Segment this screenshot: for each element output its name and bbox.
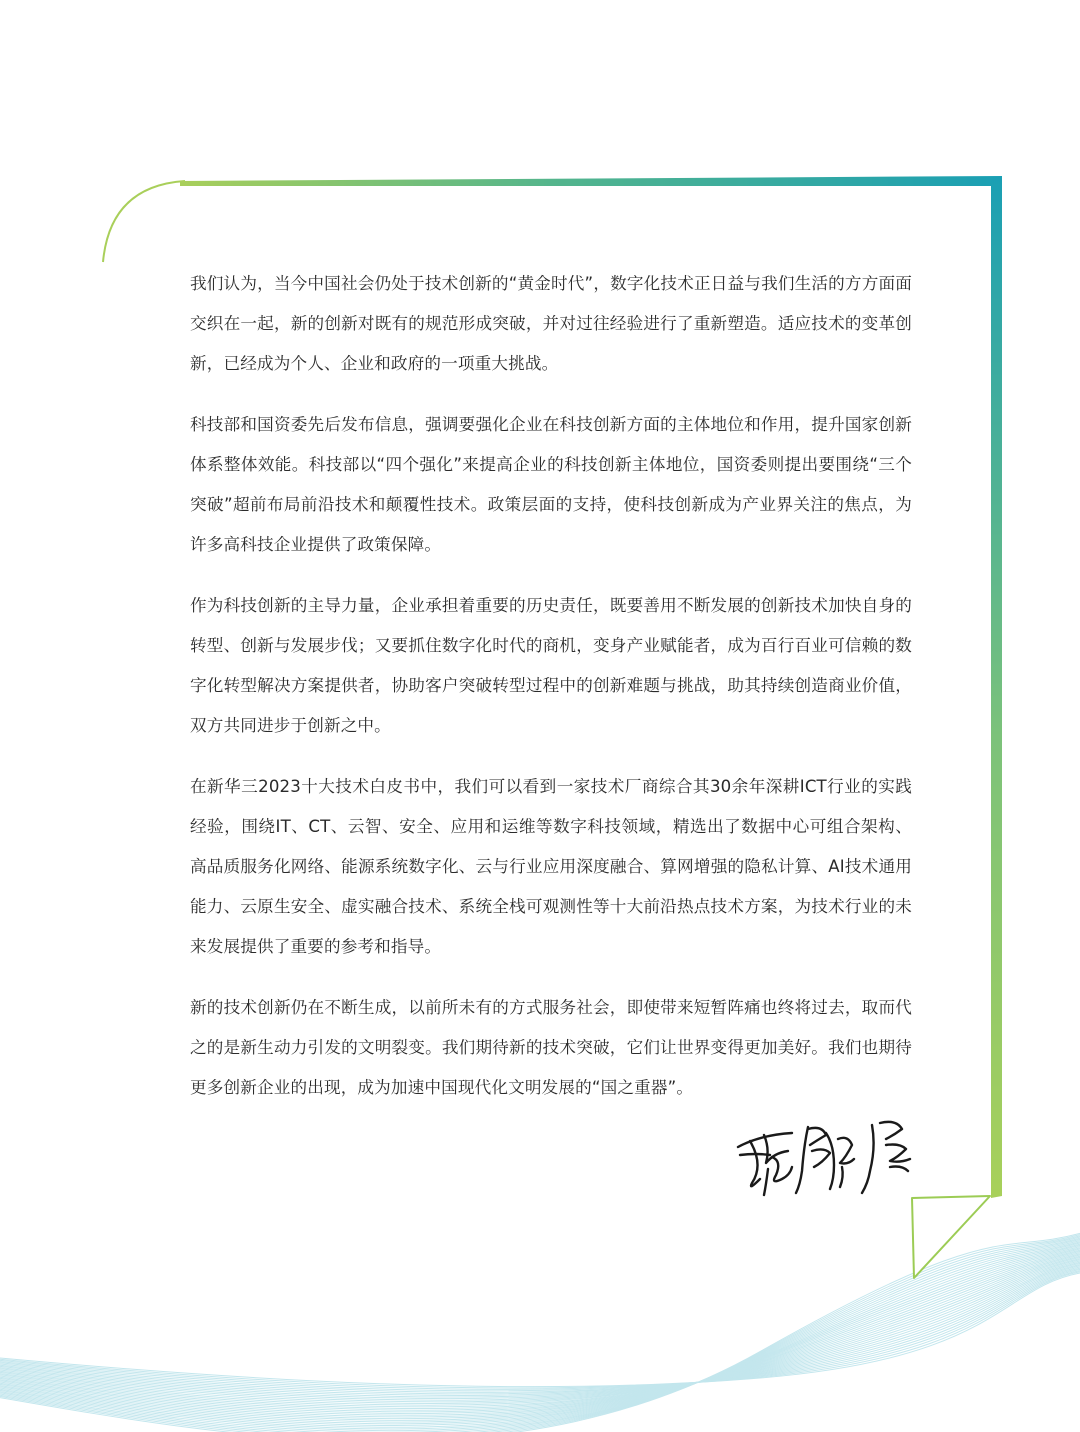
frame-right-band [991, 176, 1002, 1198]
paragraph: 作为科技创新的主导力量，企业承担着重要的历史责任，既要善用不断发展的创新技术加快自身的转型、创新与发展步伐；又要抓住数字化时代的商机，变身产业赋能者，成为百行百业可信赖的数字化转型解决方案提供者，协助客户突破转型过程中的创新难题与挑战，助其持续创造商业价值，双方共同进步于创新之中。 [190, 596, 912, 735]
paragraph: 新的技术创新仍在不断生成，以前所未有的方式服务社会，即使带来短暂阵痛也终将过去，取而代之的是新生动力引发的文明裂变。我们期待新的技术突破，它们让世界变得更加美好。我们也期待更多创新企业的出现，成为加速中国现代化文明发展的“国之重器”。 [190, 998, 912, 1097]
frame-corner-top-left [103, 181, 185, 262]
folded-corner [912, 1196, 990, 1278]
paragraph: 在新华三2023十大技术白皮书中，我们可以看到一家技术厂商综合其30余年深耕ICT行业的实践经验，围绕IT、CT、云智、安全、应用和运维等数字科技领域，精选出了数据中心可组合架构、高品质服务化网络、能源系统数字化、云与行业应用深度融合、算网增强的隐私计算、AI技术通用能力、云原生安全、虚实融合技术、系统全栈可观测性等十大前沿热点技术方案，为技术行业的未来发展提供了重要的参考和指导。 [190, 777, 912, 956]
frame-top-band [180, 176, 1002, 186]
letter-body [190, 264, 912, 1129]
paragraph: 科技部和国资委先后发布信息，强调要强化企业在科技创新方面的主体地位和作用，提升国家创新体系整体效能。科技部以“四个强化”来提高企业的科技创新主体地位，国资委则提出要围绕“三个突破”超前布局前沿技术和颠覆性技术。政策层面的支持，使科技创新成为产业界关注的焦点，为许多高科技企业提供了政策保障。 [190, 415, 912, 554]
handwritten-signature [730, 1105, 920, 1200]
paragraph: 我们认为，当今中国社会仍处于技术创新的“黄金时代”，数字化技术正日益与我们生活的方方面面交织在一起，新的创新对既有的规范形成突破，并对过往经验进行了重新塑造。适应技术的变革创新，已经成为个人、企业和政府的一项重大挑战。 [190, 274, 912, 373]
